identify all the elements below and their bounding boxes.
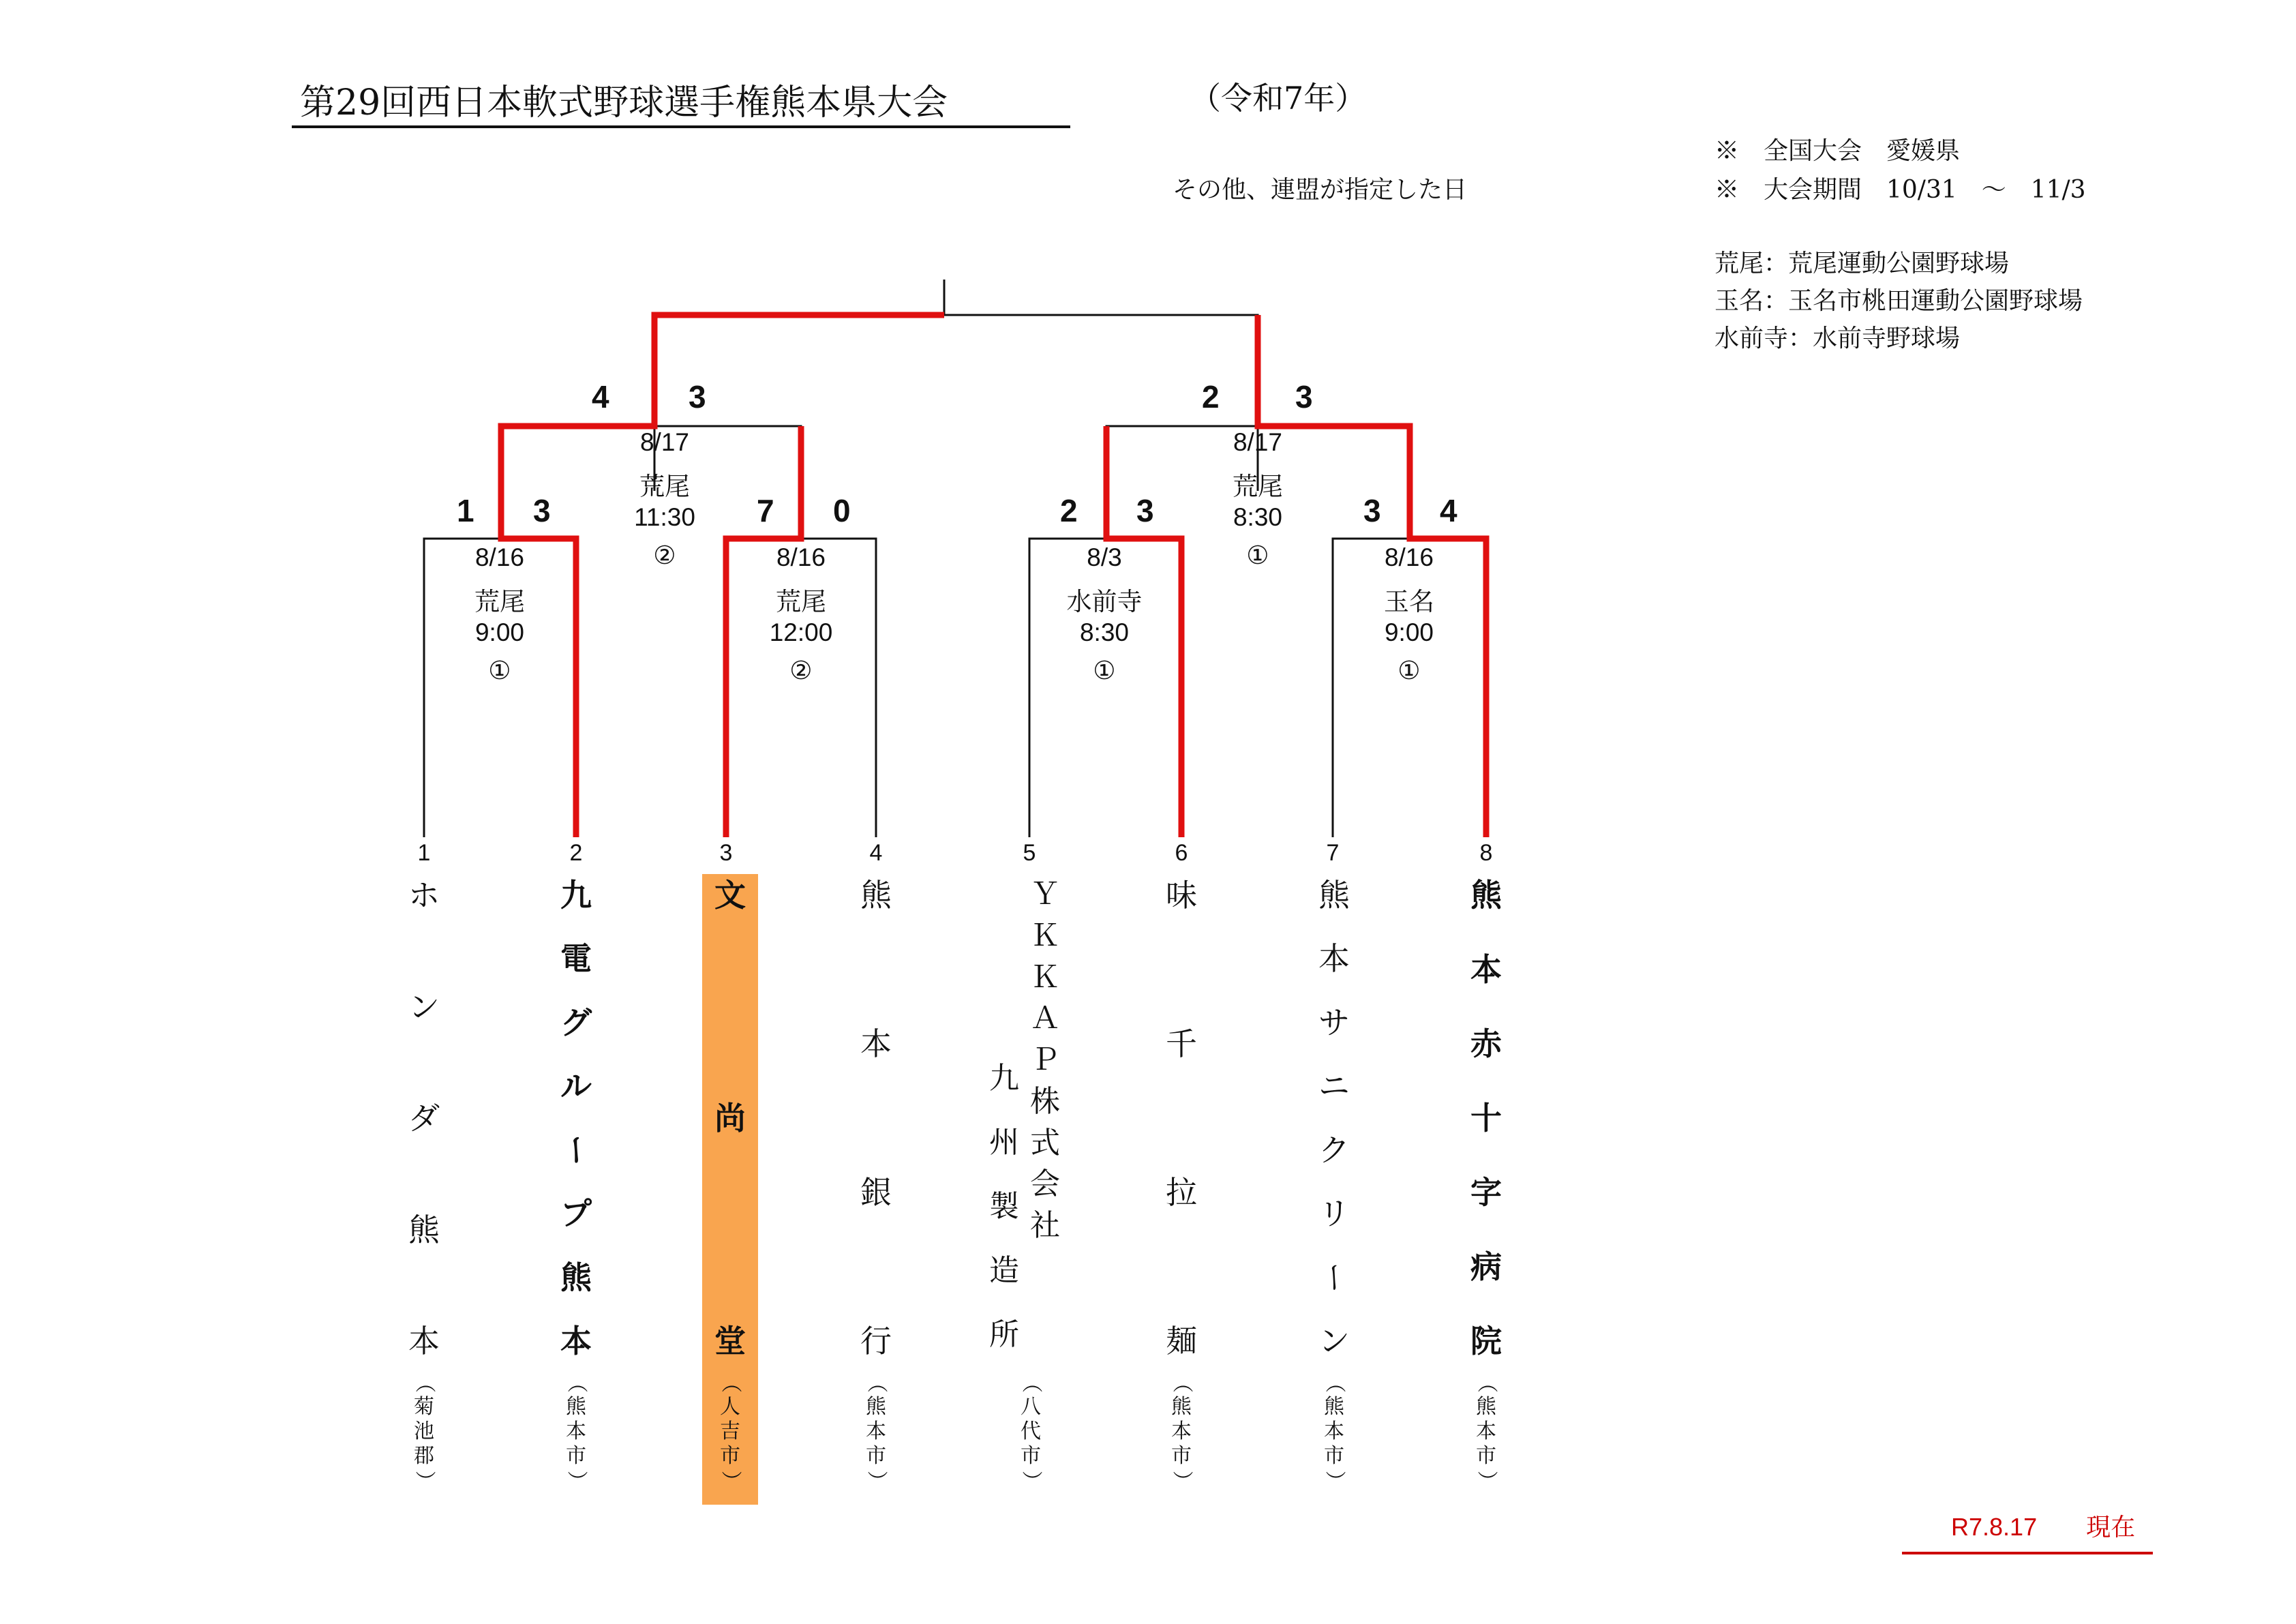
team-location (705, 1370, 755, 1493)
char: 市 (720, 1444, 740, 1468)
team-6 (1156, 879, 1207, 1493)
char: 字 (1470, 1174, 1502, 1211)
team-name (705, 879, 755, 1357)
seed-3: 3 (719, 840, 733, 866)
char: Ｋ (1030, 959, 1060, 995)
team-name (1028, 879, 1062, 1241)
char: 本 (566, 1419, 586, 1443)
char: ） (1475, 1471, 1498, 1491)
r1-4-time: 9:00 (1384, 618, 1434, 646)
char: （ (1475, 1372, 1498, 1393)
team-name-2 (987, 1061, 1021, 1352)
r1-2-court: ② (789, 657, 813, 685)
char: グ (560, 1004, 592, 1041)
char: 銀 (860, 1174, 892, 1211)
char: 文 (714, 877, 746, 914)
semi-b-date: 8/17 (1233, 428, 1282, 456)
score-r1-2-right: 0 (833, 493, 851, 528)
char: 九 (560, 877, 592, 914)
team-8 (1461, 879, 1511, 1493)
semi-a-time: 11:30 (634, 503, 695, 531)
char: 菊 (414, 1395, 434, 1419)
char: ニ (1318, 1068, 1350, 1105)
bracket-lines (424, 280, 1486, 837)
semi-b-court: ① (1246, 541, 1269, 569)
char: 造 (989, 1253, 1019, 1288)
winner-paths (501, 315, 1486, 837)
char: 市 (1171, 1444, 1192, 1468)
r1-1-venue: 荒尾 (474, 588, 525, 616)
r1-3-date: 8/3 (1087, 543, 1122, 571)
char: 本 (860, 1025, 892, 1062)
r1-2-venue: 荒尾 (776, 588, 826, 616)
char: 市 (1476, 1444, 1496, 1468)
team-2 (551, 879, 601, 1493)
seed-1: 1 (417, 840, 431, 866)
semi-a-venue: 荒尾 (639, 472, 690, 500)
r1-4-date: 8/16 (1384, 543, 1434, 571)
team-1 (399, 879, 449, 1493)
team-location (1309, 1370, 1359, 1493)
score-r1-1-left: 1 (457, 493, 474, 528)
char: 九 (989, 1061, 1019, 1096)
semi-b-venue: 荒尾 (1233, 472, 1283, 500)
note-national-tournament: ※ 全国大会 愛媛県 (1715, 137, 1961, 165)
char: 尚 (714, 1100, 746, 1137)
team-5-name-col1 (1028, 879, 1062, 1241)
note-other-days: その他、連盟が指定した日 (1173, 176, 1468, 204)
char: ン (1318, 1322, 1350, 1359)
char: 熊 (860, 877, 892, 914)
r1-4-venue: 玉名 (1384, 588, 1434, 616)
score-r1-3-right: 3 (1136, 493, 1154, 528)
seed-8: 8 (1479, 840, 1493, 866)
char: ） (1323, 1471, 1346, 1491)
char: プ (560, 1195, 592, 1233)
char: 社 (1030, 1208, 1060, 1243)
team-name (399, 879, 449, 1357)
char: 株 (1030, 1083, 1060, 1119)
r1-4-court: ① (1398, 657, 1421, 685)
char: 所 (989, 1317, 1019, 1352)
score-semi-b-right: 3 (1295, 379, 1313, 415)
venue-legend-suizenji: 水前寺：水前寺野球場 (1715, 325, 1961, 352)
char: 熊 (1476, 1395, 1496, 1419)
team-location (1461, 1370, 1511, 1493)
char: 電 (560, 940, 592, 978)
char: Ｋ (1030, 918, 1060, 953)
page-title: 第29回西日本軟式野球選手権熊本県大会 (300, 82, 948, 123)
r1-3-venue: 水前寺 (1066, 588, 1143, 616)
venue-legend-tamana: 玉名：玉名市桃田運動公園野球場 (1715, 287, 2083, 315)
era-label: （令和7年） (1190, 80, 1367, 117)
team-5-location (1006, 1370, 1056, 1493)
char: ） (719, 1471, 742, 1491)
char: 人 (720, 1395, 740, 1419)
char: 市 (1021, 1444, 1041, 1468)
char: （ (564, 1372, 588, 1393)
char: Ｙ (1030, 877, 1060, 912)
char: ） (412, 1471, 436, 1491)
team-name (551, 879, 601, 1357)
char: 拉 (1166, 1174, 1197, 1211)
r1-3-time: 8:30 (1079, 618, 1129, 646)
team-4 (851, 879, 901, 1493)
score-r1-3-left: 2 (1060, 493, 1078, 528)
char: （ (719, 1372, 742, 1393)
char: 麺 (1166, 1323, 1197, 1359)
char: ル (560, 1068, 592, 1105)
char: リ (1318, 1195, 1350, 1233)
r1-1-court: ① (488, 657, 511, 685)
char: 熊 (1470, 877, 1502, 914)
char: Ａ (1030, 1001, 1060, 1036)
char: サ (1318, 1004, 1350, 1041)
char: 市 (866, 1444, 886, 1468)
char: 熊 (1324, 1395, 1344, 1419)
team-name (1309, 879, 1359, 1357)
char: 赤 (1470, 1025, 1502, 1062)
as-of-underline (1902, 1552, 2153, 1554)
char: 本 (1324, 1419, 1344, 1443)
char: ホ (408, 877, 440, 914)
seed-5: 5 (1023, 840, 1036, 866)
char: Ｐ (1030, 1042, 1060, 1077)
char: ー (558, 1134, 594, 1166)
r1-3-court: ① (1093, 657, 1116, 685)
char: 十 (1470, 1100, 1502, 1137)
char: 州 (989, 1125, 1019, 1160)
char: 本 (1318, 940, 1350, 978)
char: 会 (1030, 1167, 1060, 1202)
char: 本 (408, 1323, 440, 1359)
team-5-name-col2 (987, 1061, 1021, 1352)
char: （ (412, 1372, 436, 1393)
char: 本 (1476, 1419, 1496, 1443)
char: 行 (860, 1323, 892, 1359)
seed-7: 7 (1326, 840, 1340, 866)
note-tournament-period: ※ 大会期間 10/31 ～ 11/3 (1715, 176, 2086, 204)
char: 本 (1470, 951, 1502, 988)
char: ） (1019, 1471, 1043, 1491)
char: ク (1318, 1131, 1350, 1169)
seed-6: 6 (1175, 840, 1188, 866)
char: ） (564, 1471, 588, 1491)
team-name (1156, 879, 1207, 1357)
char: 熊 (408, 1211, 440, 1248)
char: 郡 (414, 1444, 434, 1468)
char: 池 (414, 1419, 434, 1443)
r1-2-time: 12:00 (769, 618, 833, 646)
char: （ (1323, 1372, 1346, 1393)
char: 病 (1470, 1248, 1502, 1285)
score-semi-a-right: 3 (689, 379, 706, 415)
r1-1-date: 8/16 (474, 543, 524, 571)
score-r1-1-right: 3 (533, 493, 551, 528)
char: 堂 (714, 1323, 746, 1359)
char: （ (864, 1372, 888, 1393)
char: 八 (1021, 1395, 1041, 1419)
semi-a-court: ② (653, 541, 676, 569)
char: 熊 (1171, 1395, 1192, 1419)
char: 本 (866, 1419, 886, 1443)
seed-2: 2 (569, 840, 583, 866)
score-semi-b-left: 2 (1202, 379, 1220, 415)
char: 代 (1021, 1419, 1041, 1443)
semi-a-date: 8/17 (639, 428, 689, 456)
char: ダ (408, 1100, 440, 1137)
as-of-date: R7.8.17 現在 (1951, 1513, 2136, 1541)
char: （ (1170, 1372, 1194, 1393)
char: 千 (1166, 1025, 1197, 1062)
team-location (399, 1370, 449, 1493)
score-r1-2-left: 7 (757, 493, 774, 528)
team-location (551, 1370, 601, 1493)
team-7 (1309, 879, 1359, 1493)
char: 吉 (720, 1419, 740, 1443)
team-name (1461, 879, 1511, 1357)
char: 市 (566, 1444, 586, 1468)
char: 市 (1324, 1444, 1344, 1468)
venue-legend-arao: 荒尾：荒尾運動公園野球場 (1715, 250, 2010, 277)
char: ー (1316, 1261, 1353, 1293)
char: 熊 (566, 1395, 586, 1419)
char: 式 (1030, 1125, 1060, 1160)
score-semi-a-left: 4 (592, 379, 609, 415)
team-location (1156, 1370, 1207, 1493)
char: ） (1170, 1471, 1194, 1491)
team-location (851, 1370, 901, 1493)
r1-2-date: 8/16 (776, 543, 826, 571)
char: 製 (989, 1189, 1019, 1224)
char: 熊 (1318, 877, 1350, 914)
char: 本 (560, 1322, 592, 1359)
char: ） (864, 1471, 888, 1491)
r1-1-time: 9:00 (474, 618, 524, 646)
seed-4: 4 (869, 840, 883, 866)
char: 熊 (866, 1395, 886, 1419)
team-3 (705, 879, 755, 1493)
char: 本 (1171, 1419, 1192, 1443)
char: （ (1019, 1372, 1043, 1393)
char: 熊 (560, 1259, 592, 1296)
semi-b-time: 8:30 (1233, 503, 1282, 531)
char: ン (408, 988, 440, 1025)
score-r1-4-right: 4 (1440, 493, 1457, 528)
team-name (851, 879, 901, 1357)
score-r1-4-left: 3 (1363, 493, 1381, 528)
char: 院 (1470, 1323, 1502, 1359)
char: 味 (1166, 877, 1197, 914)
